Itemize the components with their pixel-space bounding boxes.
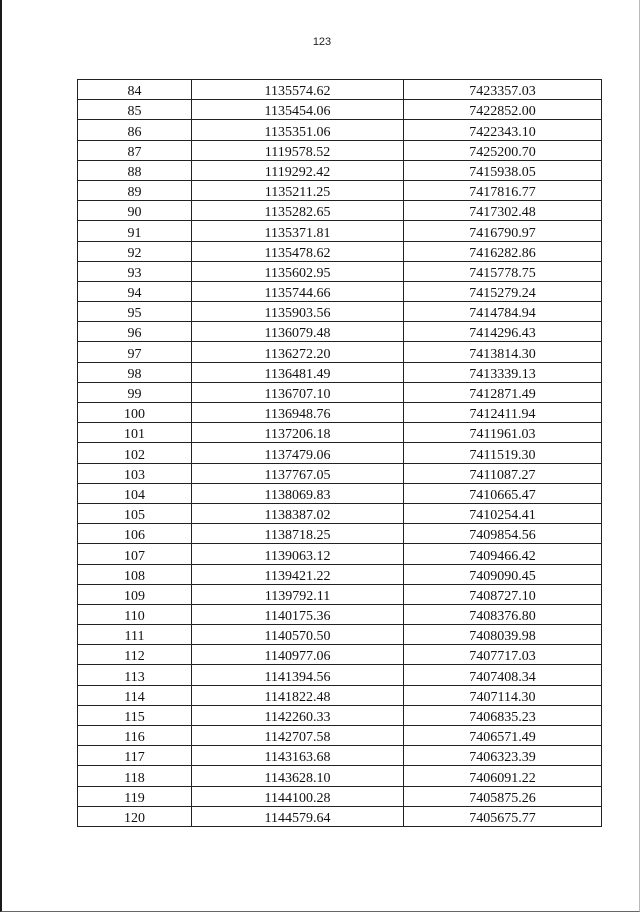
y-coordinate-cell: 7408727.10 xyxy=(404,584,602,604)
x-coordinate-cell: 1135478.62 xyxy=(192,241,404,261)
table-row xyxy=(78,503,602,523)
point-number-cell: 102 xyxy=(78,443,192,463)
point-number-cell: 101 xyxy=(78,423,192,443)
y-coordinate-cell: 7422852.00 xyxy=(404,100,602,120)
point-number-cell: 115 xyxy=(78,705,192,725)
table-row xyxy=(78,302,602,322)
table-row xyxy=(78,544,602,564)
y-coordinate-cell: 7416282.86 xyxy=(404,241,602,261)
y-coordinate-cell: 7410254.41 xyxy=(404,503,602,523)
coordinates-table-body xyxy=(78,80,602,827)
point-number-cell: 113 xyxy=(78,665,192,685)
table-row xyxy=(78,685,602,705)
x-coordinate-cell: 1135574.62 xyxy=(192,80,404,100)
point-number-cell: 98 xyxy=(78,362,192,382)
x-coordinate-cell: 1135903.56 xyxy=(192,302,404,322)
x-coordinate-cell: 1139421.22 xyxy=(192,564,404,584)
x-coordinate-cell: 1144100.28 xyxy=(192,786,404,806)
x-coordinate-cell: 1141822.48 xyxy=(192,685,404,705)
x-coordinate-cell: 1119292.42 xyxy=(192,160,404,180)
point-number-cell: 106 xyxy=(78,524,192,544)
x-coordinate-cell: 1140570.50 xyxy=(192,625,404,645)
table-row xyxy=(78,483,602,503)
point-number-cell: 89 xyxy=(78,180,192,200)
x-coordinate-cell: 1143628.10 xyxy=(192,766,404,786)
y-coordinate-cell: 7408039.98 xyxy=(404,625,602,645)
y-coordinate-cell: 7410665.47 xyxy=(404,483,602,503)
y-coordinate-cell: 7415778.75 xyxy=(404,261,602,281)
x-coordinate-cell: 1136707.10 xyxy=(192,382,404,402)
table-row xyxy=(78,443,602,463)
table-row xyxy=(78,705,602,725)
x-coordinate-cell: 1140175.36 xyxy=(192,604,404,624)
table-row xyxy=(78,140,602,160)
table-row xyxy=(78,261,602,281)
x-coordinate-cell: 1135282.65 xyxy=(192,201,404,221)
point-number-cell: 92 xyxy=(78,241,192,261)
table-row xyxy=(78,180,602,200)
table-row xyxy=(78,645,602,665)
point-number-cell: 103 xyxy=(78,463,192,483)
point-number-cell: 97 xyxy=(78,342,192,362)
table-row xyxy=(78,423,602,443)
y-coordinate-cell: 7411519.30 xyxy=(404,443,602,463)
table-row xyxy=(78,584,602,604)
table-row xyxy=(78,362,602,382)
y-coordinate-cell: 7411961.03 xyxy=(404,423,602,443)
y-coordinate-cell: 7417816.77 xyxy=(404,180,602,200)
page-number: 123 xyxy=(312,36,332,48)
x-coordinate-cell: 1136948.76 xyxy=(192,403,404,423)
x-coordinate-cell: 1137206.18 xyxy=(192,423,404,443)
table-row xyxy=(78,746,602,766)
point-number-cell: 116 xyxy=(78,726,192,746)
x-coordinate-cell: 1139063.12 xyxy=(192,544,404,564)
table-row xyxy=(78,564,602,584)
y-coordinate-cell: 7411087.27 xyxy=(404,463,602,483)
y-coordinate-cell: 7422343.10 xyxy=(404,120,602,140)
point-number-cell: 112 xyxy=(78,645,192,665)
table-row xyxy=(78,160,602,180)
y-coordinate-cell: 7409466.42 xyxy=(404,544,602,564)
y-coordinate-cell: 7414784.94 xyxy=(404,302,602,322)
y-coordinate-cell: 7425200.70 xyxy=(404,140,602,160)
y-coordinate-cell: 7413339.13 xyxy=(404,362,602,382)
y-coordinate-cell: 7405875.26 xyxy=(404,786,602,806)
y-coordinate-cell: 7406835.23 xyxy=(404,705,602,725)
y-coordinate-cell: 7414296.43 xyxy=(404,322,602,342)
x-coordinate-cell: 1143163.68 xyxy=(192,746,404,766)
x-coordinate-cell: 1141394.56 xyxy=(192,665,404,685)
point-number-cell: 88 xyxy=(78,160,192,180)
point-number-cell: 87 xyxy=(78,140,192,160)
point-number-cell: 85 xyxy=(78,100,192,120)
x-coordinate-cell: 1138718.25 xyxy=(192,524,404,544)
y-coordinate-cell: 7416790.97 xyxy=(404,221,602,241)
point-number-cell: 100 xyxy=(78,403,192,423)
y-coordinate-cell: 7417302.48 xyxy=(404,201,602,221)
y-coordinate-cell: 7412411.94 xyxy=(404,403,602,423)
table-row xyxy=(78,201,602,221)
x-coordinate-cell: 1142260.33 xyxy=(192,705,404,725)
point-number-cell: 91 xyxy=(78,221,192,241)
table-row xyxy=(78,382,602,402)
x-coordinate-cell: 1135351.06 xyxy=(192,120,404,140)
point-number-cell: 119 xyxy=(78,786,192,806)
point-number-cell: 84 xyxy=(78,80,192,100)
x-coordinate-cell: 1136481.49 xyxy=(192,362,404,382)
point-number-cell: 94 xyxy=(78,281,192,301)
y-coordinate-cell: 7406571.49 xyxy=(404,726,602,746)
point-number-cell: 118 xyxy=(78,766,192,786)
table-row xyxy=(78,120,602,140)
x-coordinate-cell: 1140977.06 xyxy=(192,645,404,665)
point-number-cell: 117 xyxy=(78,746,192,766)
x-coordinate-cell: 1139792.11 xyxy=(192,584,404,604)
table-row xyxy=(78,403,602,423)
x-coordinate-cell: 1138069.83 xyxy=(192,483,404,503)
y-coordinate-cell: 7407114.30 xyxy=(404,685,602,705)
point-number-cell: 96 xyxy=(78,322,192,342)
point-number-cell: 104 xyxy=(78,483,192,503)
x-coordinate-cell: 1138387.02 xyxy=(192,503,404,523)
y-coordinate-cell: 7407717.03 xyxy=(404,645,602,665)
table-row xyxy=(78,726,602,746)
y-coordinate-cell: 7408376.80 xyxy=(404,604,602,624)
point-number-cell: 95 xyxy=(78,302,192,322)
x-coordinate-cell: 1137767.05 xyxy=(192,463,404,483)
table-row xyxy=(78,322,602,342)
x-coordinate-cell: 1136079.48 xyxy=(192,322,404,342)
x-coordinate-cell: 1135211.25 xyxy=(192,180,404,200)
x-coordinate-cell: 1137479.06 xyxy=(192,443,404,463)
x-coordinate-cell: 1142707.58 xyxy=(192,726,404,746)
y-coordinate-cell: 7413814.30 xyxy=(404,342,602,362)
table-row xyxy=(78,463,602,483)
table-row xyxy=(78,604,602,624)
y-coordinate-cell: 7405675.77 xyxy=(404,806,602,826)
table-row xyxy=(78,221,602,241)
y-coordinate-cell: 7415938.05 xyxy=(404,160,602,180)
x-coordinate-cell: 1135371.81 xyxy=(192,221,404,241)
x-coordinate-cell: 1144579.64 xyxy=(192,806,404,826)
table-row xyxy=(78,524,602,544)
point-number-cell: 105 xyxy=(78,503,192,523)
y-coordinate-cell: 7412871.49 xyxy=(404,382,602,402)
point-number-cell: 86 xyxy=(78,120,192,140)
point-number-cell: 99 xyxy=(78,382,192,402)
x-coordinate-cell: 1136272.20 xyxy=(192,342,404,362)
y-coordinate-cell: 7409854.56 xyxy=(404,524,602,544)
point-number-cell: 107 xyxy=(78,544,192,564)
point-number-cell: 110 xyxy=(78,604,192,624)
point-number-cell: 114 xyxy=(78,685,192,705)
table-row xyxy=(78,241,602,261)
x-coordinate-cell: 1135602.95 xyxy=(192,261,404,281)
x-coordinate-cell: 1135454.06 xyxy=(192,100,404,120)
x-coordinate-cell: 1119578.52 xyxy=(192,140,404,160)
y-coordinate-cell: 7406091.22 xyxy=(404,766,602,786)
y-coordinate-cell: 7423357.03 xyxy=(404,80,602,100)
table-row xyxy=(78,806,602,826)
coordinates-table xyxy=(77,79,602,827)
point-number-cell: 108 xyxy=(78,564,192,584)
point-number-cell: 111 xyxy=(78,625,192,645)
table-row xyxy=(78,766,602,786)
point-number-cell: 120 xyxy=(78,806,192,826)
y-coordinate-cell: 7407408.34 xyxy=(404,665,602,685)
point-number-cell: 90 xyxy=(78,201,192,221)
table-row xyxy=(78,665,602,685)
table-row xyxy=(78,80,602,100)
point-number-cell: 93 xyxy=(78,261,192,281)
y-coordinate-cell: 7406323.39 xyxy=(404,746,602,766)
x-coordinate-cell: 1135744.66 xyxy=(192,281,404,301)
table-row xyxy=(78,786,602,806)
y-coordinate-cell: 7415279.24 xyxy=(404,281,602,301)
y-coordinate-cell: 7409090.45 xyxy=(404,564,602,584)
table-row xyxy=(78,625,602,645)
table-row xyxy=(78,342,602,362)
point-number-cell: 109 xyxy=(78,584,192,604)
table-row xyxy=(78,100,602,120)
table-row xyxy=(78,281,602,301)
